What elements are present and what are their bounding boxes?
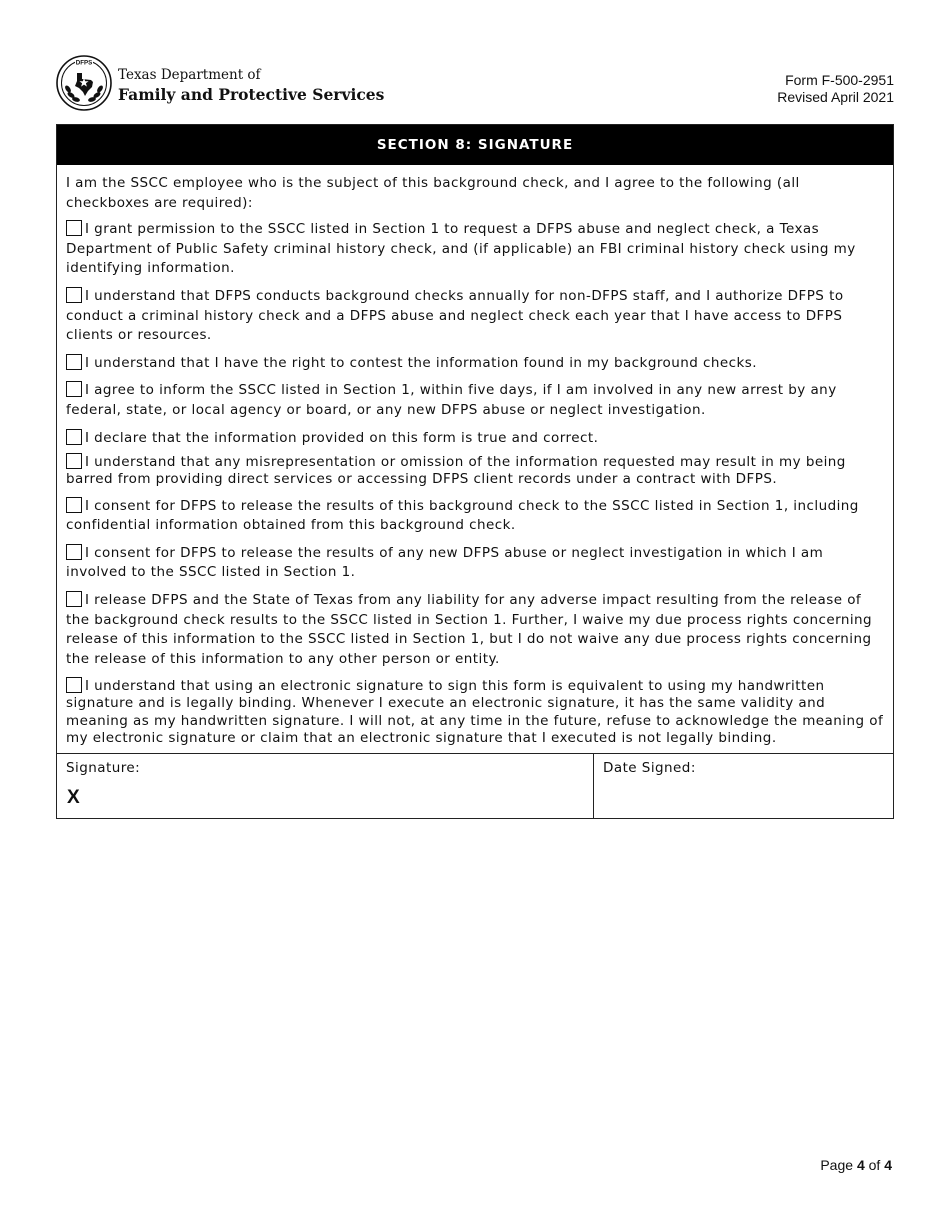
agreement-item	[66, 220, 884, 279]
agency-name-line2: Family and Protective Services	[118, 85, 385, 104]
current-page: 4	[856, 1157, 865, 1173]
agreement-text: I consent for DFPS to release the results of any new DFPS abuse or neglect investigation in which I am involved to the SSCC listed in Section 1.	[66, 544, 824, 581]
agreement-checkbox[interactable]	[66, 677, 82, 693]
svg-text:DFPS: DFPS	[75, 59, 93, 67]
agency-name	[118, 66, 384, 104]
form-number: Form F-500-2951	[785, 72, 894, 88]
agreement-checkbox[interactable]	[66, 544, 82, 560]
agency-name-line1: Texas Department of	[118, 67, 261, 83]
signature-input[interactable]	[89, 787, 573, 811]
agreement-item	[66, 677, 884, 747]
agreement-item	[66, 354, 884, 374]
agreement-text: I understand that I have the right to contest the information found in my background checks.	[85, 354, 758, 371]
agreement-checkbox[interactable]	[66, 220, 82, 236]
agreement-checkbox[interactable]	[66, 287, 82, 303]
agreement-item	[66, 544, 884, 583]
agreement-text: I understand that DFPS conducts background checks annually for non-DFPS staff, and I authorize DFPS to conduct a criminal history check and a DFPS abuse and neglect check each year that I have access to DFPS clients or resources.	[66, 287, 844, 344]
signature-cell	[57, 754, 594, 818]
date-signed-cell	[594, 754, 893, 818]
agreement-item	[66, 591, 884, 669]
agreement-text: I release DFPS and the State of Texas from any liability for any adverse impact resulting from the release of the background check results to the SSCC listed in Section 1. Further, I waive my due process rights concerning release of this information to the SSCC listed in Section 1, but I do not waive any due process rights concerning the release of this information to any other person or entity.	[66, 591, 873, 667]
revised-date: Revised April 2021	[777, 89, 894, 105]
page-header	[56, 55, 894, 115]
agreement-item	[66, 381, 884, 420]
date-signed-label: Date Signed:	[603, 760, 696, 777]
agreement-text: I agree to inform the SSCC listed in Section 1, within five days, if I am involved in any new arrest by any federal, state, or local agency or board, or any new DFPS abuse or neglect investigation.	[66, 382, 837, 418]
agreement-item	[66, 287, 884, 346]
dfps-seal-icon	[56, 55, 112, 111]
agreement-checkbox[interactable]	[66, 497, 82, 513]
agreement-text: I grant permission to the SSCC listed in Section 1 to request a DFPS abuse and neglect check, a Texas Department of Public Safety criminal history check, and (if applicable) an FBI criminal history check using my identifying information.	[66, 221, 856, 277]
total-pages: 4	[884, 1157, 892, 1173]
signature-x-mark: X	[67, 787, 81, 809]
signature-label: Signature:	[66, 760, 141, 777]
agreement-text: I understand that using an electronic signature to sign this form is equivalent to using my handwritten signature and is legally binding. Whenever I execute an electronic signature, it has the same validity and meaning as my handwritten signature. I will not, at any time in the future, refuse to acknowledge the meaning of my electronic signature or claim that an electronic signature that I executed is not legally binding.	[66, 678, 884, 746]
form-meta	[777, 72, 894, 106]
agreement-checkbox[interactable]	[66, 381, 82, 397]
date-signed-input[interactable]	[603, 784, 877, 810]
signature-section	[56, 124, 894, 819]
agreement-text: I consent for DFPS to release the results of this background check to the SSCC listed in Section 1, including confidential information obtained from this background check.	[66, 497, 859, 534]
agreement-text: I understand that any misrepresentation or omission of the information requested may result in my being barred from providing direct services or accessing DFPS client records under a contract with DFPS.	[66, 454, 846, 488]
page-number	[820, 1157, 892, 1173]
agreement-item	[66, 429, 884, 449]
agreement-checkbox[interactable]	[66, 429, 82, 445]
intro-text: I am the SSCC employee who is the subject of this background check, and I agree to the following (all checkboxes are required):	[66, 175, 800, 211]
section-title: SECTION 8: SIGNATURE	[57, 125, 893, 165]
agreement-text: I declare that the information provided on this form is true and correct.	[85, 429, 599, 446]
signature-row	[57, 753, 893, 818]
agreement-checkbox[interactable]	[66, 453, 82, 469]
agreement-item	[66, 497, 884, 536]
agreement-list	[57, 165, 893, 753]
page-word: Page	[820, 1157, 854, 1173]
agreement-item	[66, 453, 884, 488]
of-word: of	[868, 1157, 881, 1173]
agreement-checkbox[interactable]	[66, 354, 82, 370]
agreement-checkbox[interactable]	[66, 591, 82, 607]
